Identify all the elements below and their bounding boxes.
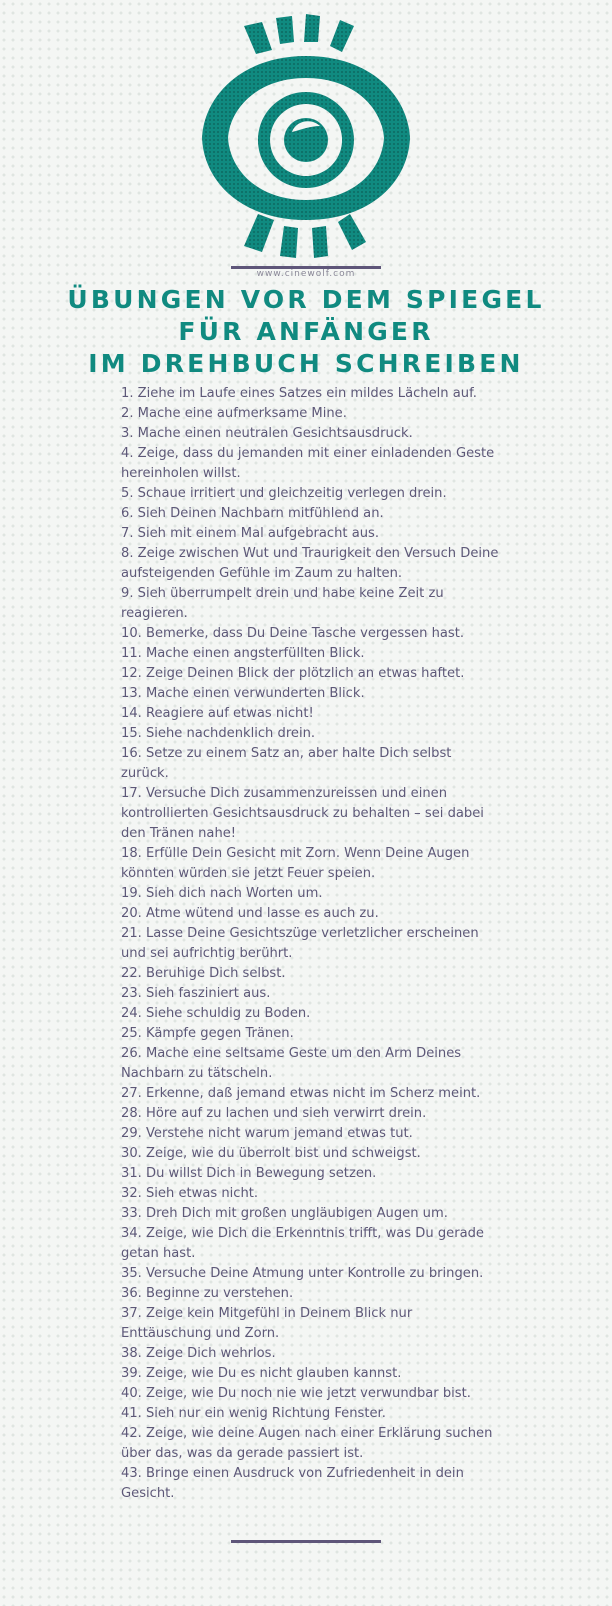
exercise-item: 17. Versuche Dich zusammenzureissen und einen kontrollierten Gesichtsausdruck zu behalten – sei dabei den Tränen nahe!	[121, 786, 484, 841]
exercise-item: 15. Siehe nachdenklich drein.	[121, 726, 316, 741]
exercise-item: 38. Zeige Dich wehrlos.	[121, 1346, 276, 1361]
title-line-3: IM DREHBUCH SCHREIBEN	[88, 349, 524, 378]
site-url: www.cinewolf.com	[256, 269, 356, 279]
exercise-item: 33. Dreh Dich mit großen ungläubigen Augen um.	[121, 1206, 448, 1221]
exercise-item: 20. Atme wütend und lasse es auch zu.	[121, 906, 379, 921]
exercise-item: 12. Zeige Deinen Blick der plötzlich an etwas haftet.	[121, 666, 465, 681]
exercise-item: 43. Bringe einen Ausdruck von Zufriedenheit in dein Gesicht.	[121, 1466, 464, 1501]
exercise-item: 25. Kämpfe gegen Tränen.	[121, 1026, 294, 1041]
exercise-item: 6. Sieh Deinen Nachbarn mitfühlend an.	[121, 506, 384, 521]
exercise-item: 37. Zeige kein Mitgefühl in Deinem Blick nur Enttäuschung und Zorn.	[121, 1306, 413, 1341]
exercise-item: 3. Mache einen neutralen Gesichtsausdruck.	[121, 426, 413, 441]
bottom-divider	[231, 1540, 381, 1543]
exercise-item: 21. Lasse Deine Gesichtszüge verletzlicher erscheinen und sei aufrichtig berührt.	[121, 926, 479, 961]
exercise-item: 26. Mache eine seltsame Geste um den Arm Deines Nachbarn zu tätscheln.	[121, 1046, 462, 1081]
exercise-item: 32. Sieh etwas nicht.	[121, 1186, 259, 1201]
exercise-item: 18. Erfülle Dein Gesicht mit Zorn. Wenn Deine Augen könnten würden sie jetzt Feuer speien.	[121, 846, 470, 881]
eye-logo-icon	[196, 14, 416, 259]
title-line-1: ÜBUNGEN VOR DEM SPIEGEL	[67, 285, 545, 314]
exercise-item: 23. Sieh fasziniert aus.	[121, 986, 271, 1001]
exercise-item: 42. Zeige, wie deine Augen nach einer Erklärung suchen über das, was da gerade passiert ist.	[121, 1426, 493, 1461]
exercise-item: 2. Mache eine aufmerksame Mine.	[121, 406, 347, 421]
exercise-item: 31. Du willst Dich in Bewegung setzen.	[121, 1166, 377, 1181]
exercise-item: 8. Zeige zwischen Wut und Traurigkeit den Versuch Deine aufsteigenden Gefühle im Zaum zu halten.	[121, 546, 499, 581]
exercise-item: 7. Sieh mit einem Mal aufgebracht aus.	[121, 526, 380, 541]
exercise-list	[121, 384, 501, 1504]
exercise-item: 13. Mache einen verwunderten Blick.	[121, 686, 365, 701]
exercise-item: 1. Ziehe im Laufe eines Satzes ein mildes Lächeln auf.	[121, 386, 477, 401]
exercise-item: 28. Höre auf zu lachen und sieh verwirrt drein.	[121, 1106, 427, 1121]
exercise-item: 41. Sieh nur ein wenig Richtung Fenster.	[121, 1406, 386, 1421]
exercise-item: 27. Erkenne, daß jemand etwas nicht im Scherz meint.	[121, 1086, 481, 1101]
exercise-item: 29. Verstehe nicht warum jemand etwas tut.	[121, 1126, 413, 1141]
title-line-2: FÜR ANFÄNGER	[178, 317, 434, 346]
exercise-item: 34. Zeige, wie Dich die Erkenntnis trifft, was Du gerade getan hast.	[121, 1226, 484, 1261]
exercise-item: 30. Zeige, wie du überrolt bist und schweigst.	[121, 1146, 421, 1161]
exercise-item: 36. Beginne zu verstehen.	[121, 1286, 294, 1301]
exercise-item: 14. Reagiere auf etwas nicht!	[121, 706, 314, 721]
exercise-item: 39. Zeige, wie Du es nicht glauben kannst.	[121, 1366, 402, 1381]
exercise-item: 22. Beruhige Dich selbst.	[121, 966, 286, 981]
exercise-item: 24. Siehe schuldig zu Boden.	[121, 1006, 311, 1021]
exercise-item: 19. Sieh dich nach Worten um.	[121, 886, 323, 901]
exercise-item: 40. Zeige, wie Du noch nie wie jetzt verwundbar bist.	[121, 1386, 471, 1401]
exercise-item: 11. Mache einen angsterfüllten Blick.	[121, 646, 365, 661]
exercise-item: 5. Schaue irritiert und gleichzeitig verlegen drein.	[121, 486, 447, 501]
exercise-item: 16. Setze zu einem Satz an, aber halte Dich selbst zurück.	[121, 746, 452, 781]
exercise-item: 10. Bemerke, dass Du Deine Tasche vergessen hast.	[121, 626, 465, 641]
exercise-item: 35. Versuche Deine Atmung unter Kontrolle zu bringen.	[121, 1266, 484, 1281]
page-title	[0, 284, 612, 380]
exercise-item: 4. Zeige, dass du jemanden mit einer einladenden Geste hereinholen willst.	[121, 446, 495, 481]
exercise-item: 9. Sieh überrumpelt drein und habe keine Zeit zu reagieren.	[121, 586, 444, 621]
